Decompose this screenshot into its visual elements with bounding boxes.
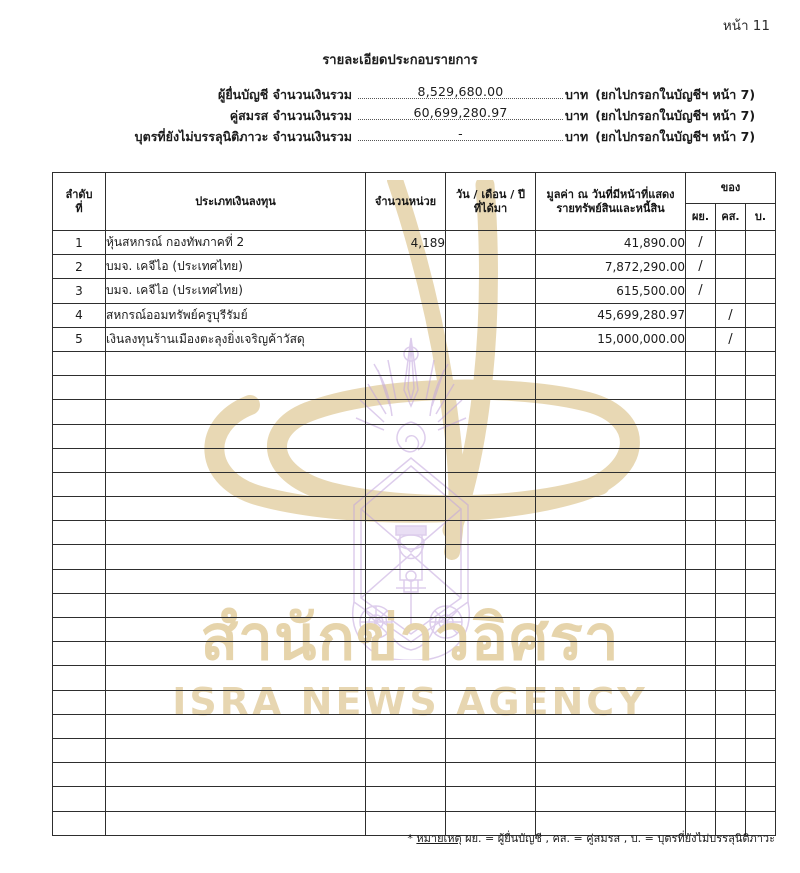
cell-owner-child <box>746 787 776 811</box>
cell-owner-child <box>746 763 776 787</box>
cell-owner-spouse <box>716 690 746 714</box>
cell-units <box>366 763 446 787</box>
cell-acquire-date <box>446 376 536 400</box>
cell-owner-declarant: / <box>686 255 716 279</box>
cell-value <box>536 569 686 593</box>
cell-owner-declarant <box>686 642 716 666</box>
watermark-english-text: ISRA NEWS AGENCY <box>172 680 648 724</box>
cell-owner-spouse <box>716 618 746 642</box>
cell-value <box>536 400 686 424</box>
cell-owner-child <box>746 231 776 255</box>
cell-owner-child <box>746 327 776 351</box>
cell-owner-spouse <box>716 521 746 545</box>
cell-value: 15,000,000.00 <box>536 327 686 351</box>
cell-owner-declarant: / <box>686 231 716 255</box>
cell-investment-type: บมจ. เคจีไอ (ประเทศไทย) <box>106 255 366 279</box>
cell-owner-declarant <box>686 593 716 617</box>
footnote-label: หมายเหตุ <box>416 832 462 845</box>
cell-units <box>366 593 446 617</box>
cell-value <box>536 787 686 811</box>
cell-index <box>53 787 106 811</box>
page-number-label: หน้า 11 <box>722 18 770 34</box>
cell-owner-spouse <box>716 400 746 424</box>
cell-units <box>366 569 446 593</box>
cell-investment-type <box>106 472 366 496</box>
cell-owner-child <box>746 642 776 666</box>
cell-units <box>366 497 446 521</box>
cell-acquire-date <box>446 231 536 255</box>
cell-index: 2 <box>53 255 106 279</box>
footnote-text: ผย. = ผู้ยื่นบัญชี , คส. = คู่สมรส , บ. = บุตรที่ยังไม่บรรลุนิติภาวะ <box>461 832 775 845</box>
cell-owner-spouse <box>716 569 746 593</box>
cell-owner-declarant <box>686 497 716 521</box>
cell-owner-declarant <box>686 690 716 714</box>
cell-owner-declarant <box>686 763 716 787</box>
cell-owner-declarant <box>686 569 716 593</box>
header-index <box>53 173 106 231</box>
cell-investment-type <box>106 763 366 787</box>
table-row-empty <box>53 666 776 690</box>
header-value <box>536 173 686 231</box>
table-row-empty <box>53 400 776 424</box>
header-index-line2: ที่ <box>75 201 83 215</box>
cell-units <box>366 787 446 811</box>
cell-acquire-date <box>446 279 536 303</box>
cell-owner-spouse <box>716 714 746 738</box>
cell-acquire-date <box>446 593 536 617</box>
summary-label: คู่สมรส จำนวนเงินรวม <box>229 108 352 123</box>
cell-investment-type <box>106 400 366 424</box>
header-owner-group: ของ <box>686 173 776 204</box>
cell-index: 4 <box>53 303 106 327</box>
cell-acquire-date <box>446 255 536 279</box>
cell-owner-spouse <box>716 787 746 811</box>
cell-investment-type <box>106 351 366 375</box>
cell-investment-type <box>106 545 366 569</box>
cell-owner-spouse <box>716 424 746 448</box>
table-row <box>53 327 776 351</box>
cell-value: 615,500.00 <box>536 279 686 303</box>
cell-owner-spouse <box>716 472 746 496</box>
cell-owner-spouse <box>716 255 746 279</box>
summary-value: - <box>458 126 463 141</box>
cell-owner-child <box>746 497 776 521</box>
table-row <box>53 231 776 255</box>
table-row-empty <box>53 497 776 521</box>
cell-units <box>366 714 446 738</box>
header-owner-spouse: คส. <box>716 204 746 231</box>
header-acquire-date-line2: ที่ได้มา <box>473 201 508 215</box>
cell-units: 4,189 <box>366 231 446 255</box>
cell-units <box>366 376 446 400</box>
cell-owner-child <box>746 714 776 738</box>
cell-units <box>366 279 446 303</box>
cell-owner-child <box>746 376 776 400</box>
cell-investment-type <box>106 593 366 617</box>
cell-acquire-date <box>446 351 536 375</box>
cell-value: 7,872,290.00 <box>536 255 686 279</box>
cell-value <box>536 472 686 496</box>
cell-owner-child <box>746 448 776 472</box>
cell-owner-declarant: / <box>686 279 716 303</box>
header-value-line2: รายทรัพย์สินและหนี้สิน <box>556 201 665 215</box>
cell-owner-declarant <box>686 545 716 569</box>
cell-investment-type <box>106 569 366 593</box>
summary-note: (ยกไปกรอกในบัญชีฯ หน้า 7) <box>595 108 756 123</box>
summary-row <box>52 104 756 125</box>
cell-owner-declarant <box>686 738 716 762</box>
cell-owner-spouse <box>716 545 746 569</box>
cell-owner-child <box>746 618 776 642</box>
cell-owner-child <box>746 569 776 593</box>
cell-value <box>536 738 686 762</box>
header-investment-type: ประเภทเงินลงทุน <box>106 173 366 231</box>
cell-owner-declarant <box>686 472 716 496</box>
summary-row <box>52 125 756 146</box>
cell-owner-child <box>746 279 776 303</box>
cell-value <box>536 448 686 472</box>
summary-value: 8,529,680.00 <box>417 84 504 99</box>
table-row-empty <box>53 787 776 811</box>
cell-index <box>53 666 106 690</box>
cell-units <box>366 642 446 666</box>
investment-table <box>52 172 776 836</box>
table-header <box>53 173 776 231</box>
cell-investment-type <box>106 690 366 714</box>
cell-acquire-date <box>446 497 536 521</box>
cell-owner-child <box>746 351 776 375</box>
cell-investment-type <box>106 738 366 762</box>
cell-owner-declarant <box>686 714 716 738</box>
cell-owner-child <box>746 424 776 448</box>
cell-index: 1 <box>53 231 106 255</box>
summary-label: บุตรที่ยังไม่บรรลุนิติภาวะ จำนวนเงินรวม <box>134 129 352 144</box>
cell-owner-child <box>746 400 776 424</box>
cell-acquire-date <box>446 690 536 714</box>
cell-units <box>366 303 446 327</box>
cell-value <box>536 351 686 375</box>
cell-owner-declarant <box>686 521 716 545</box>
table-row-empty <box>53 618 776 642</box>
cell-units <box>366 690 446 714</box>
header-owner-child: บ. <box>746 204 776 231</box>
cell-units <box>366 424 446 448</box>
cell-acquire-date <box>446 642 536 666</box>
table-row-empty <box>53 351 776 375</box>
cell-owner-spouse <box>716 376 746 400</box>
table-row <box>53 279 776 303</box>
summary-row <box>52 83 756 104</box>
header-acquire-date-line1: วัน / เดือน / ปี <box>455 187 526 201</box>
header-units: จำนวนหน่วย <box>366 173 446 231</box>
cell-index <box>53 376 106 400</box>
cell-owner-spouse <box>716 497 746 521</box>
cell-owner-spouse <box>716 231 746 255</box>
cell-value <box>536 521 686 545</box>
summary-unit: บาท <box>565 108 589 123</box>
cell-index <box>53 424 106 448</box>
table-row <box>53 255 776 279</box>
footnote-asterisk: * <box>407 832 413 845</box>
cell-owner-spouse <box>716 642 746 666</box>
cell-units <box>366 448 446 472</box>
cell-value <box>536 763 686 787</box>
cell-acquire-date <box>446 618 536 642</box>
cell-owner-declarant <box>686 376 716 400</box>
table-body <box>53 231 776 836</box>
cell-owner-child <box>746 472 776 496</box>
cell-owner-spouse: / <box>716 303 746 327</box>
table-row-empty <box>53 545 776 569</box>
cell-investment-type <box>106 497 366 521</box>
cell-owner-declarant <box>686 424 716 448</box>
cell-index <box>53 714 106 738</box>
cell-index <box>53 690 106 714</box>
cell-investment-type <box>106 376 366 400</box>
table-row-empty <box>53 738 776 762</box>
cell-units <box>366 666 446 690</box>
cell-acquire-date <box>446 424 536 448</box>
header-acquire-date <box>446 173 536 231</box>
cell-index: 5 <box>53 327 106 351</box>
cell-units <box>366 545 446 569</box>
cell-acquire-date <box>446 448 536 472</box>
cell-index <box>53 569 106 593</box>
cell-acquire-date <box>446 569 536 593</box>
table-row-empty <box>53 763 776 787</box>
cell-acquire-date <box>446 545 536 569</box>
cell-units <box>366 472 446 496</box>
cell-owner-spouse <box>716 448 746 472</box>
cell-index <box>53 738 106 762</box>
cell-owner-spouse <box>716 279 746 303</box>
cell-value <box>536 642 686 666</box>
cell-owner-spouse: / <box>716 327 746 351</box>
cell-units <box>366 738 446 762</box>
cell-owner-spouse <box>716 763 746 787</box>
cell-owner-declarant <box>686 787 716 811</box>
cell-investment-type <box>106 424 366 448</box>
summary-value: 60,699,280.97 <box>413 105 508 120</box>
header-value-line1: มูลค่า ณ วันที่มีหน้าที่แสดง <box>546 187 675 201</box>
cell-owner-child <box>746 545 776 569</box>
footnote <box>0 829 775 847</box>
table-row-empty <box>53 569 776 593</box>
cell-index <box>53 593 106 617</box>
cell-value <box>536 666 686 690</box>
cell-acquire-date <box>446 521 536 545</box>
cell-investment-type: หุ้นสหกรณ์ กองทัพภาคที่ 2 <box>106 231 366 255</box>
cell-owner-spouse <box>716 593 746 617</box>
cell-investment-type: สหกรณ์ออมทรัพย์ครูบุรีรัมย์ <box>106 303 366 327</box>
table-row-empty <box>53 472 776 496</box>
cell-owner-declarant <box>686 303 716 327</box>
cell-owner-spouse <box>716 351 746 375</box>
cell-acquire-date <box>446 400 536 424</box>
table-row-empty <box>53 593 776 617</box>
summary-unit: บาท <box>565 129 589 144</box>
cell-value <box>536 690 686 714</box>
cell-value <box>536 593 686 617</box>
cell-units <box>366 351 446 375</box>
cell-acquire-date <box>446 787 536 811</box>
cell-units <box>366 400 446 424</box>
cell-investment-type <box>106 666 366 690</box>
cell-index <box>53 763 106 787</box>
cell-index <box>53 351 106 375</box>
cell-owner-child <box>746 690 776 714</box>
cell-owner-child <box>746 666 776 690</box>
cell-investment-type <box>106 618 366 642</box>
cell-owner-declarant <box>686 351 716 375</box>
cell-owner-declarant <box>686 448 716 472</box>
table-row-empty <box>53 642 776 666</box>
cell-owner-declarant <box>686 618 716 642</box>
cell-value <box>536 497 686 521</box>
summary-section <box>52 83 756 146</box>
cell-value <box>536 376 686 400</box>
header-owner-declarant: ผย. <box>686 204 716 231</box>
cell-units <box>366 618 446 642</box>
table-row <box>53 303 776 327</box>
cell-index <box>53 545 106 569</box>
cell-units <box>366 521 446 545</box>
table-row-empty <box>53 424 776 448</box>
cell-units <box>366 255 446 279</box>
cell-acquire-date <box>446 666 536 690</box>
cell-index <box>53 618 106 642</box>
cell-owner-spouse <box>716 666 746 690</box>
cell-owner-child <box>746 303 776 327</box>
cell-owner-child <box>746 738 776 762</box>
cell-index <box>53 400 106 424</box>
cell-acquire-date <box>446 303 536 327</box>
cell-acquire-date <box>446 327 536 351</box>
cell-investment-type <box>106 787 366 811</box>
summary-value-field <box>358 104 563 120</box>
summary-value-field <box>358 83 563 99</box>
table-header-row-1 <box>53 173 776 204</box>
cell-owner-declarant <box>686 400 716 424</box>
summary-note: (ยกไปกรอกในบัญชีฯ หน้า 7) <box>595 129 756 144</box>
cell-investment-type: เงินลงทุนร้านเมืองตะลุงยิ่งเจริญค้าวัสดุ <box>106 327 366 351</box>
cell-index <box>53 472 106 496</box>
cell-value <box>536 714 686 738</box>
watermark-thai-text: สำนักข่าวอิศรา <box>200 601 620 674</box>
cell-investment-type: บมจ. เคจีไอ (ประเทศไทย) <box>106 279 366 303</box>
investment-table-wrapper <box>52 172 775 820</box>
table-row-empty <box>53 376 776 400</box>
cell-value <box>536 545 686 569</box>
cell-index <box>53 448 106 472</box>
table-row-empty <box>53 714 776 738</box>
summary-value-field <box>358 125 563 141</box>
summary-unit: บาท <box>565 87 589 102</box>
cell-acquire-date <box>446 763 536 787</box>
cell-investment-type <box>106 521 366 545</box>
cell-acquire-date <box>446 714 536 738</box>
table-row-empty <box>53 690 776 714</box>
cell-index <box>53 642 106 666</box>
cell-acquire-date <box>446 472 536 496</box>
header-index-line1: ลำดับ <box>65 187 93 201</box>
cell-index <box>53 497 106 521</box>
page-title: รายละเอียดประกอบรายการ <box>322 53 478 68</box>
cell-acquire-date <box>446 738 536 762</box>
cell-value <box>536 424 686 448</box>
table-row-empty <box>53 448 776 472</box>
cell-index <box>53 521 106 545</box>
cell-value: 45,699,280.97 <box>536 303 686 327</box>
cell-owner-child <box>746 593 776 617</box>
cell-owner-spouse <box>716 738 746 762</box>
summary-note: (ยกไปกรอกในบัญชีฯ หน้า 7) <box>595 87 756 102</box>
cell-value <box>536 618 686 642</box>
summary-label: ผู้ยื่นบัญชี จำนวนเงินรวม <box>218 87 352 102</box>
cell-owner-child <box>746 521 776 545</box>
cell-index: 3 <box>53 279 106 303</box>
cell-owner-declarant <box>686 666 716 690</box>
cell-owner-declarant <box>686 327 716 351</box>
cell-investment-type <box>106 642 366 666</box>
cell-investment-type <box>106 448 366 472</box>
cell-units <box>366 327 446 351</box>
table-row-empty <box>53 521 776 545</box>
cell-value: 41,890.00 <box>536 231 686 255</box>
cell-investment-type <box>106 714 366 738</box>
cell-owner-child <box>746 255 776 279</box>
